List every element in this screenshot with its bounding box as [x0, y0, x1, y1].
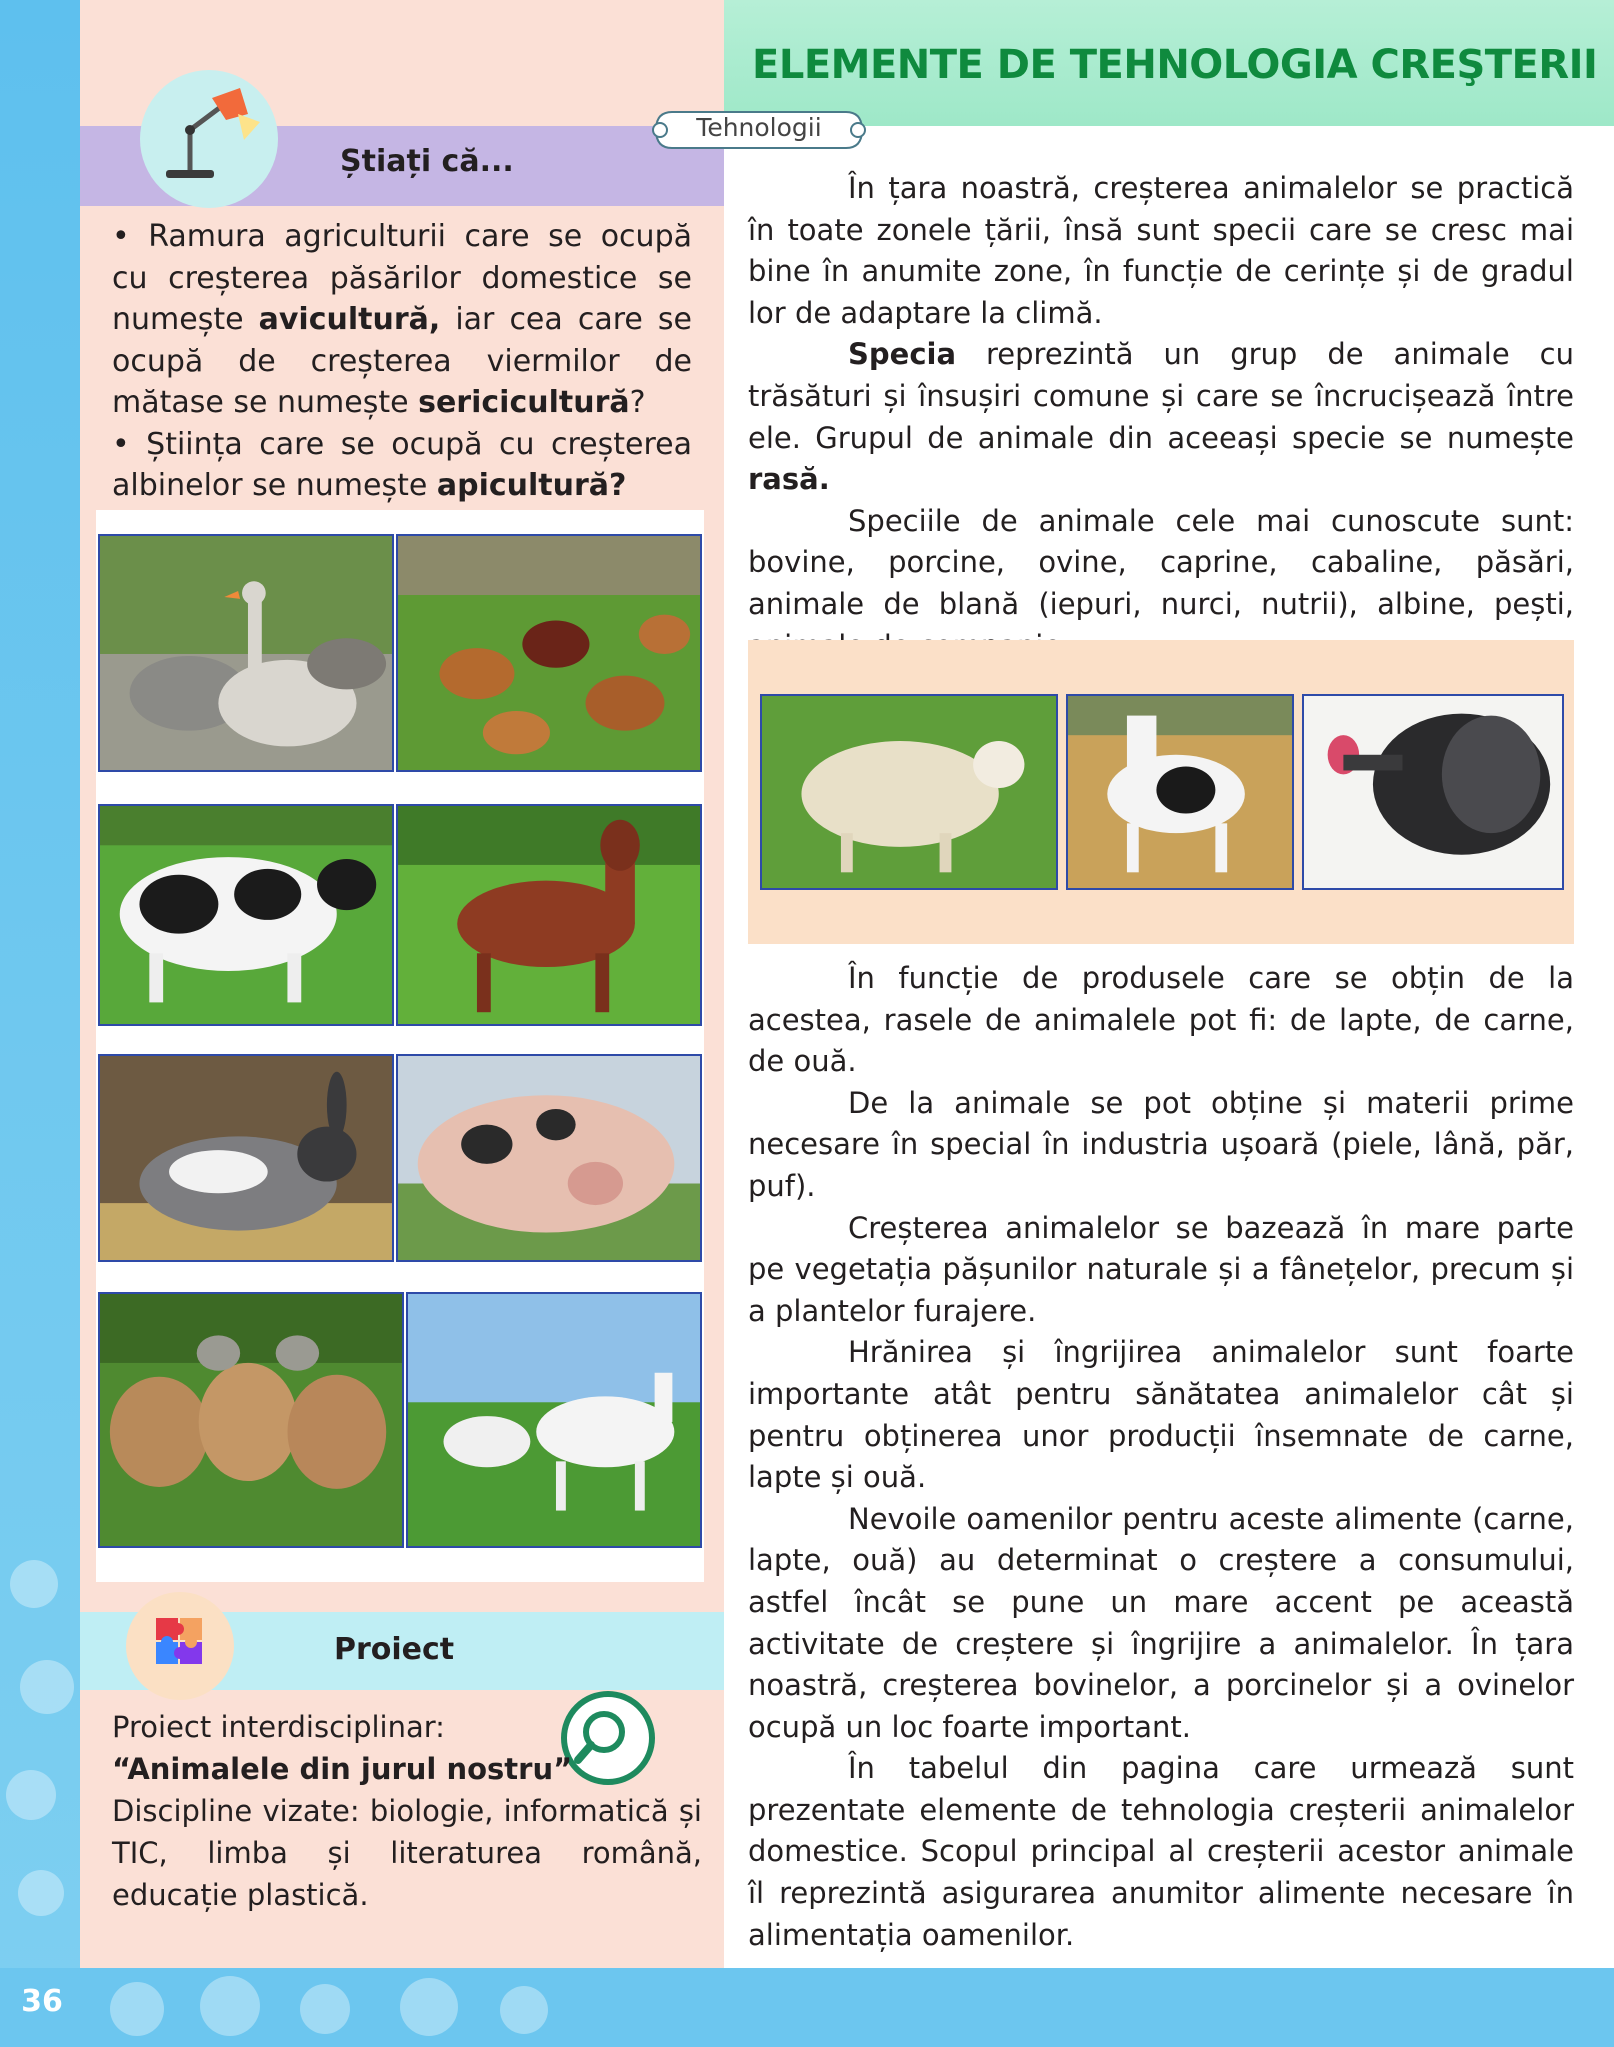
turkey-photo [1302, 694, 1564, 890]
paragraph-consumption: Nevoile oamenilor pentru aceste alimente (carne, lapte, ouă) au determinat o creștere a consumului, astfel încât se pune un mare accent pe această activitate de creștere și îngrijire a animalelor. În țara noastră, creșterea bovinelor, a porcinelor și a ovinelor ocupă un loc foarte important. [748, 1501, 1574, 1744]
paragraph-species: Specia reprezintă un grup de animale cu trăsături și însușiri comune și care se încrucișează între ele. Grupul de animale din aceeași specie se numește rasă. [748, 337, 1574, 497]
technology-tag [652, 108, 866, 152]
goats-photo [406, 1292, 702, 1548]
pet-pattern-decoration [400, 1978, 458, 2036]
paragraph-raw-materials: De la animale se pot obține și materii prime necesare în special în industria ușoară (piele, lână, păr, puf). [748, 1085, 1574, 1203]
pet-pattern-decoration [18, 1870, 64, 1916]
pet-pattern-decoration [10, 1560, 58, 1608]
left-decorative-band [0, 0, 80, 2047]
horse-photo [396, 804, 702, 1026]
did-you-know-text [112, 216, 692, 507]
paragraph-known-species: Speciile de animale cele mai cunoscute sunt: bovine, porcine, ovine, caprine, cabaline, păsări, animale de blană (iepuri, nurci, nutrii), albine, pești, [748, 503, 1574, 621]
paragraph-table-intro: În tabelul din pagina care urmează sunt prezentate elemente de tehnologia creșterii animalelor domestice. Scopul principal al creșterii acestor animale îl reprezintă asigurarea anumitor alimente necesare în alimentația oamenilor. [748, 1751, 1574, 1952]
hens-photo [396, 534, 702, 772]
bottom-decorative-band [0, 1968, 1614, 2047]
paragraph-vegetation: Creșterea animalelor se bazează în mare parte pe vegetația pășunilor naturale și a fânețelor, precum și a plantelor furajere. [748, 1210, 1574, 1328]
lamp-icon [140, 70, 278, 208]
rabbit-photo [98, 1054, 394, 1262]
pet-pattern-decoration [300, 1984, 350, 2034]
pet-pattern-decoration [110, 1982, 164, 2036]
page-number: 36 [21, 1984, 63, 2019]
project-text [112, 1706, 702, 1916]
paragraph-regions: În țara noastră, creșterea animalelor se practică în toate zonele țării, însă sunt specii care se cresc mai bine în anumite zone, în funcție de cerințe și de gradul lor de adaptare la climă. [748, 171, 1574, 330]
project-disciplines: Discipline vizate: biologie, informatică și TIC, limba și literaturea română, educație plastică. [112, 1794, 702, 1912]
pinto-horse-photo [1066, 694, 1294, 890]
paragraph-breeds: În funcție de produsele care se obțin de la acestea, rasele de animalele pot fi: de lapte, de carne, de ouă. [748, 961, 1574, 1079]
pet-pattern-decoration [500, 1986, 548, 2034]
pet-pattern-decoration [6, 1770, 56, 1820]
pet-pattern-decoration [20, 1660, 74, 1714]
project-name: “Animalele din jurul nostru” [112, 1752, 573, 1786]
technology-tag-label: Tehnologii [696, 113, 822, 142]
main-text [748, 958, 1574, 1956]
project-title: Proiect [334, 1632, 455, 1667]
fact-aviculture: • Ramura agriculturii care se ocupă cu creșterea păsărilor domestice se numește avicultură, iar cea care se ocupă de creșterea viermilor de mătase se numește sericicultură? [112, 219, 692, 420]
sheep-flock-photo [98, 1292, 404, 1548]
sheep-photo [760, 694, 1058, 890]
fact-apiculture: • Știința care se ocupă cu creșterea albinelor se numește apicultură? [112, 426, 692, 503]
project-type: Proiect interdisciplinar: [112, 1710, 445, 1744]
puzzle-icon [126, 1592, 234, 1700]
pig-photo [396, 1054, 702, 1262]
intro-text [748, 168, 1574, 667]
cow-photo [98, 804, 394, 1026]
page-title: ELEMENTE DE TEHNOLOGIA CREŞTERII [752, 42, 1598, 88]
pet-pattern-decoration [200, 1976, 260, 2036]
paragraph-feeding: Hrănirea și îngrijirea animalelor sunt foarte importante atât pentru sănătatea animalelor cât și pentru obținerea unor producții însemnate de carne, lapte și ouă. [748, 1335, 1574, 1495]
did-you-know-title: Știați că... [340, 144, 514, 179]
geese-photo [98, 534, 394, 772]
